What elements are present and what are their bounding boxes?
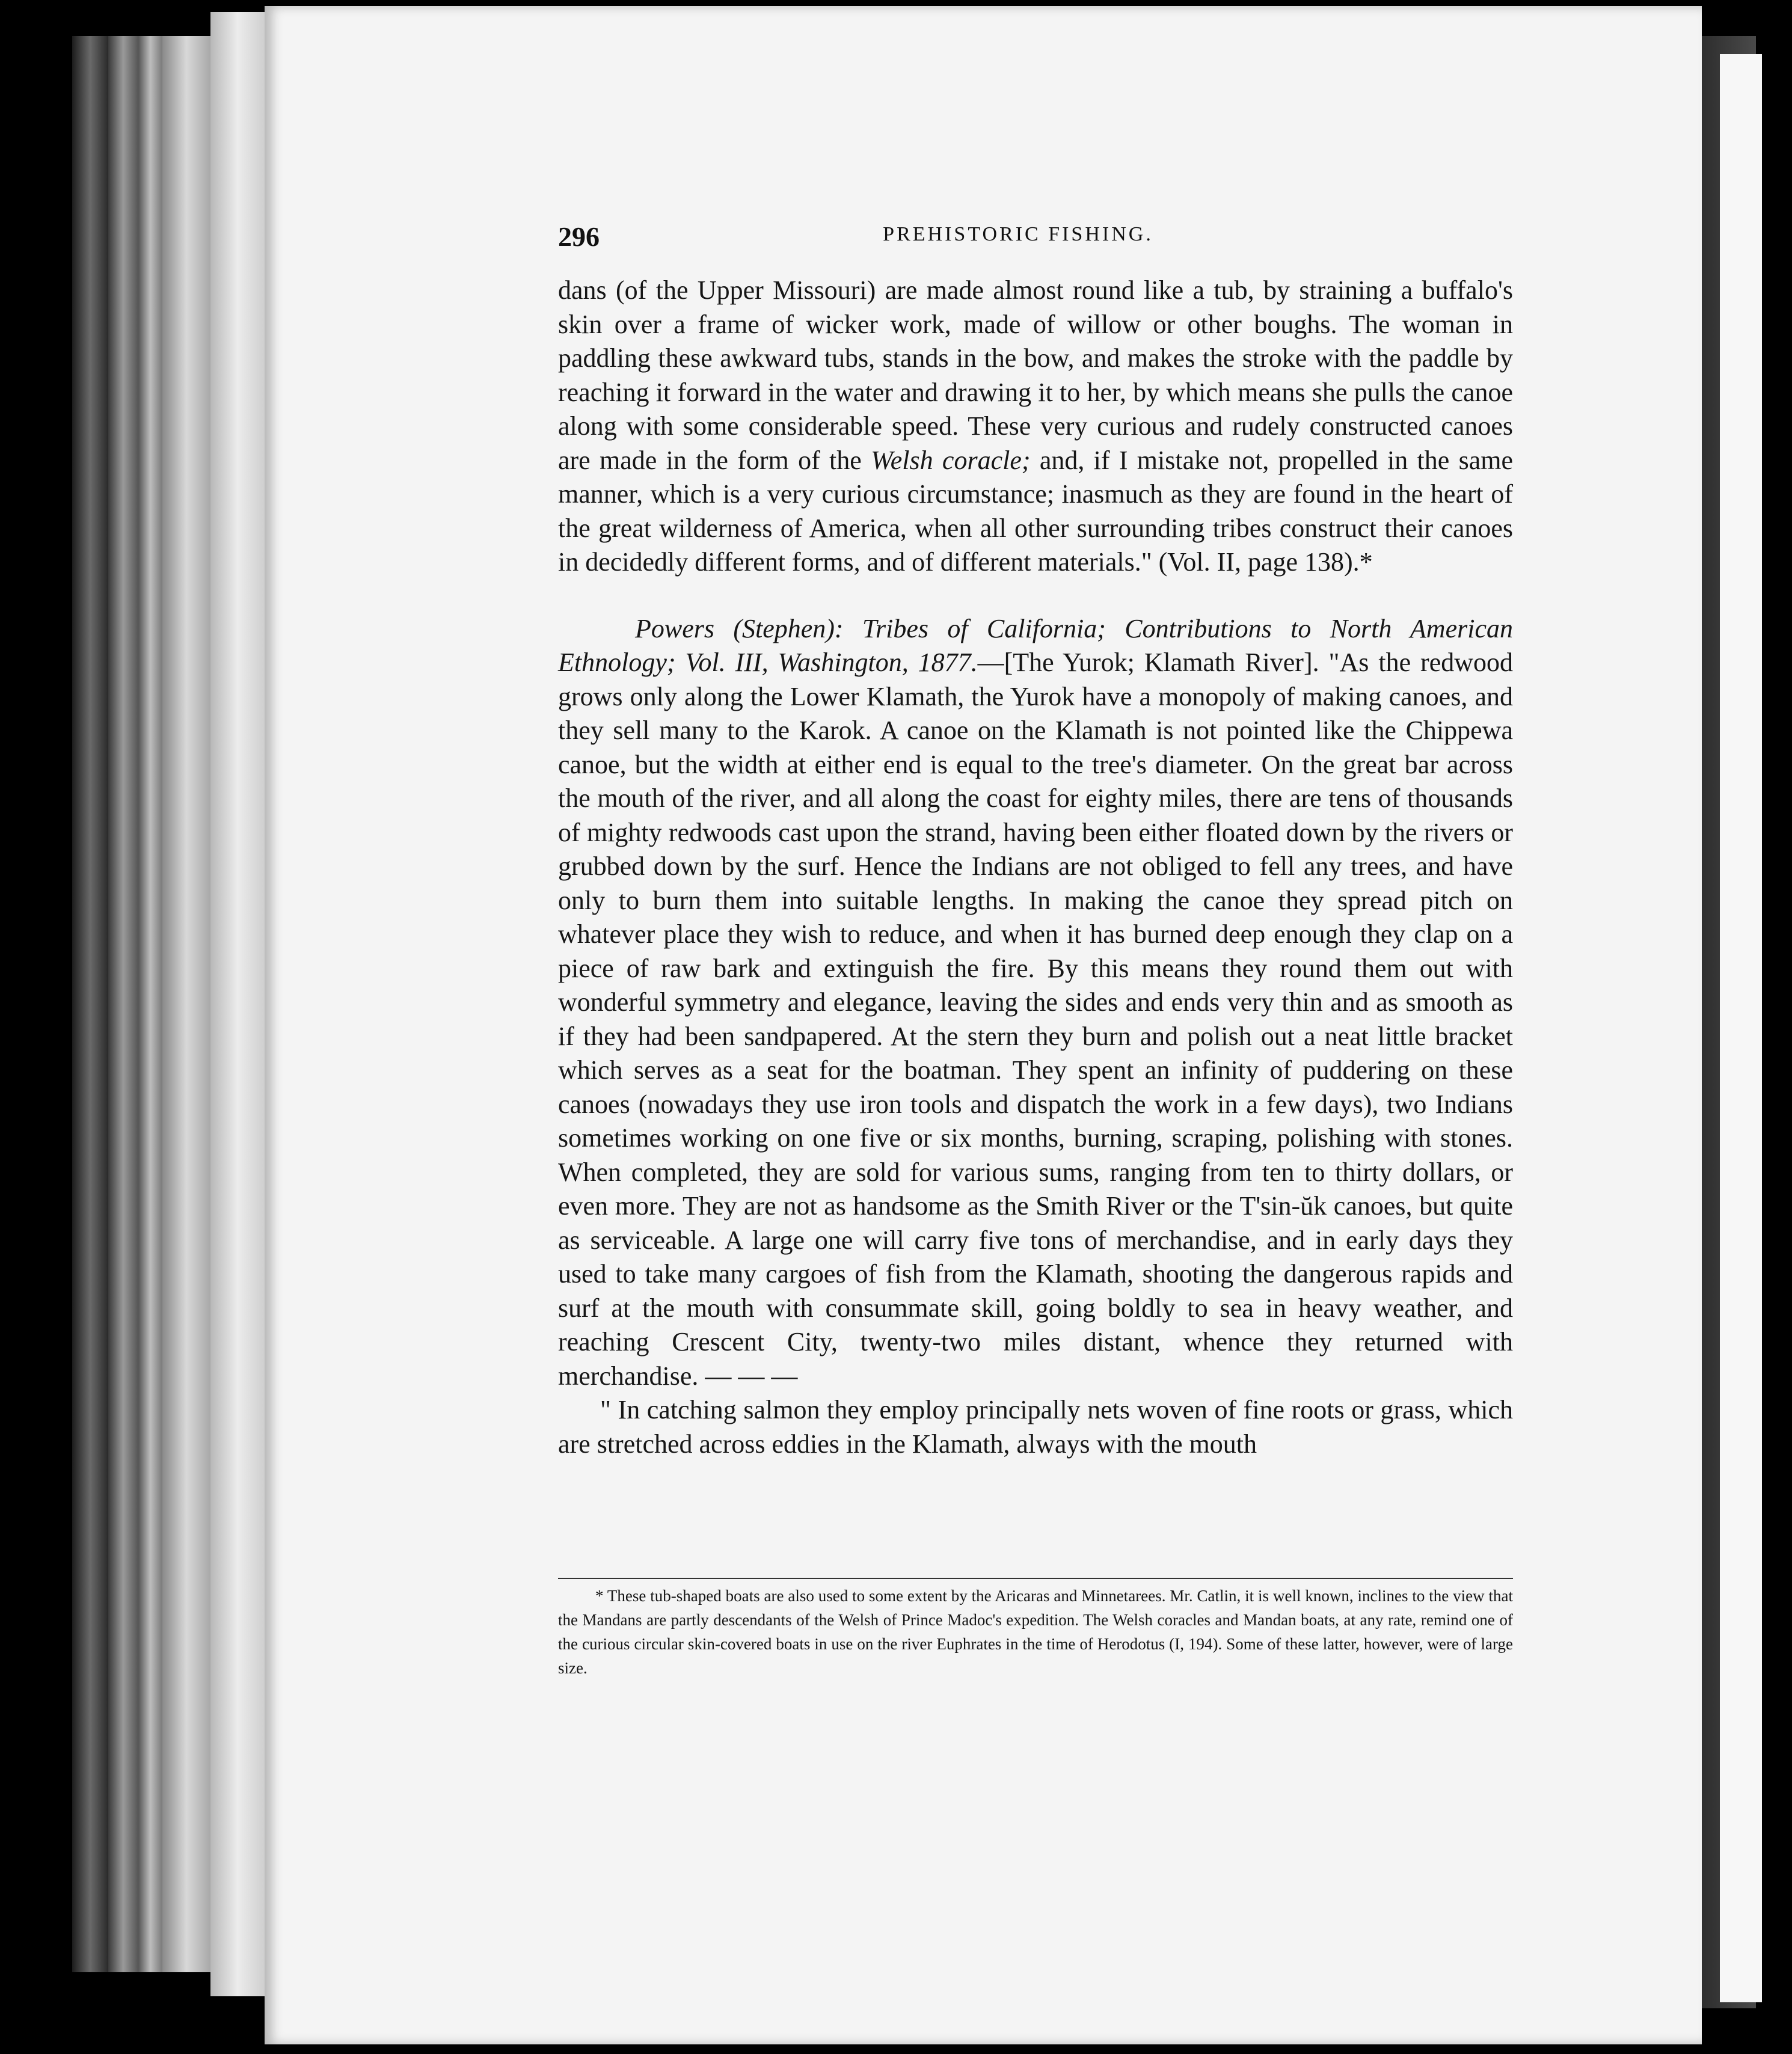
paragraph-2 — [558, 612, 1513, 1394]
body-text — [558, 274, 1513, 1461]
page-edge-strip — [72, 36, 108, 1972]
running-head — [558, 221, 1478, 257]
footnote-divider — [558, 1578, 1513, 1579]
facing-page-edge — [1720, 54, 1762, 2002]
paragraph-1-end: and, if I mistake not, propelled in the same manner, which is a very curious circumstance; inasmuch as they are found in the heart of the great wilderness of America, when all other surrounding tribes construct their canoes in decidedly different forms, and of different materials." (Vol. II, page 138).* — [558, 445, 1513, 577]
page-edge-strip — [162, 36, 210, 1972]
running-head-title: PREHISTORIC FISHING. — [883, 223, 1153, 245]
citation: Powers (Stephen): Tribes of California; Contributions to North American Ethnology; Vol. III, Washington, 1877. — [558, 613, 1513, 677]
paragraph-2-text: —[The Yurok; Klamath River]. "As the redwood grows only along the Lower Klamath, the Yurok have a monopoly of making canoes, and they sell many to the Karok. A canoe on the Klamath is not pointed like the Chippewa canoe, but the width at either end is equal to the tree's diameter. On the great bar across the mouth of the river, and all along the coast for eighty miles, there are tens of thousands of mighty redwoods cast upon the strand, having been either floated down by the rivers or grubbed down by the surf. Hence the Indians are not obliged to fell any trees, and have only to burn them into suitable lengths. In making the canoe they spread pitch on whatever place they wish to reduce, and when it has burned deep enough they clap on a piece of raw bark and extinguish the fire. By this means they round them out with wonderful symmetry and elegance, leaving the sides and ends very thin and as smooth as if they had been sandpapered. At the stern they burn and polish out a neat little bracket which serves as a seat for the boatman. They spent an infinity of puddering on these canoes (nowadays they use iron tools and dispatch the work in a few days), two Indians sometimes working on one five or six months, burning, scraping, polishing with stones. When completed, they are sold for various sums, ranging from ten to thirty dollars, or even more. They are not as handsome as the Smith River or the T'sin-ŭk canoes, but quite as serviceable. A large one will carry five tons of merchandise, and in early days they used to take many cargoes of fish from the Klamath, shooting the dangerous rapids and surf at the mouth with consummate skill, going boldly to sea in heavy weather, and reaching Crescent City, twenty-two miles distant, whence they returned with merchandise. — — — — [558, 648, 1514, 1391]
page-edge-strip — [210, 12, 265, 1996]
paragraph-1-italic: Welsh coracle; — [871, 445, 1031, 475]
book-page-edges — [0, 0, 271, 2054]
page-edge-strip — [108, 36, 138, 1972]
page-number: 296 — [558, 221, 600, 252]
footnote: * These tub-shaped boats are also used to some extent by the Aricaras and Minnetarees. Mr. Catlin, it is well known, inclines to the view that the Mandans are partly descendants of the Welsh of Prince Madoc's expedition. The Welsh coracles and Mandan boats, at any rate, remind one of the curious circular skin-covered boats in use on the river Euphrates in the time of Herodotus (I, 194). Some of these latter, however, were of large size. — [558, 1587, 1513, 1677]
paragraph-1-text: dans (of the Upper Missouri) are made almost round like a tub, by straining a buffalo's skin over a frame of wicker work, made of willow or other boughs. The woman in paddling these awkward tubs, stands in the bow, and makes the stroke with the paddle by reaching it forward in the water and drawing it to her, by which means she pulls the canoe along with some considerable speed. These very curious and rudely constructed canoes are made in the form of the — [558, 275, 1513, 475]
paragraph-3: " In catching salmon they employ principally nets woven of fine roots or grass, which are stretched across eddies in the Klamath, always with the mouth — [558, 1395, 1513, 1459]
page-edge-strip — [138, 36, 162, 1972]
paragraph-1 — [558, 274, 1513, 580]
